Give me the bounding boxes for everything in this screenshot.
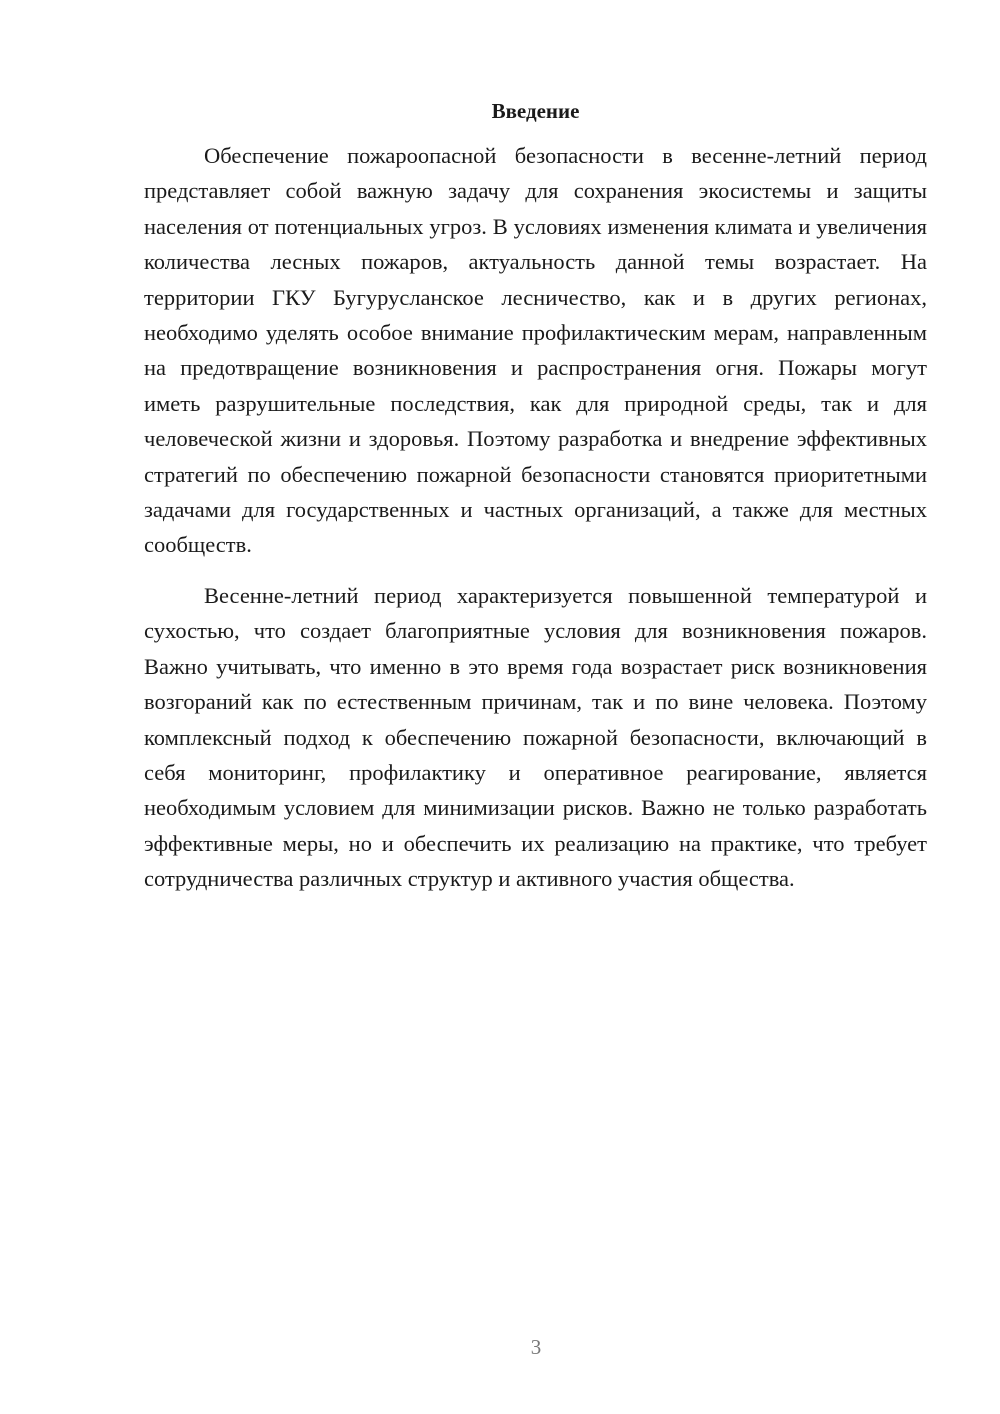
section-heading: Введение <box>491 99 580 123</box>
paragraph-1: Обеспечение пожароопасной безопасности в весенне-летний период представляет собой важную задачу для сохранения экосистемы и защиты населения от потенциальных угроз. В условиях изменения климата и увеличения количества лесных пожаров, актуальность данной темы возрастает. На территории ГКУ Бугурусланское лесничество, как и в других регионах, необходимо уделять особое внимание профилактическим мерам, направленным на предотвращение возникновения и распространения огня. Пожары могут иметь разрушительные последствия, как для природной среды, так и для человеческой жизни и здоровья. Поэтому разработка и внедрение эффективных стратегий по обеспечению пожарной безопасности становятся приоритетными задачами для государственных и частных организаций, а также для местных сообществ. <box>144 143 927 558</box>
paragraph-2: Весенне-летний период характеризуется повышенной температурой и сухостью, что создает благоприятные условия для возникновения пожаров. Важно учитывать, что именно в это время года возрастает риск возникновения возгораний как по естественным причинам, так и по вине человека. Поэтому комплексный подход к обеспечению пожарной безопасности, включающий в себя мониторинг, профилактику и оперативное реагирование, является необходимым условием для минимизации рисков. Важно не только разработать эффективные меры, но и обеспечить их реализацию на практике, что требует сотрудничества различных структур и активного участия общества. <box>144 582 927 892</box>
page-number: 3 <box>530 1335 542 1359</box>
page-content <box>144 96 927 897</box>
